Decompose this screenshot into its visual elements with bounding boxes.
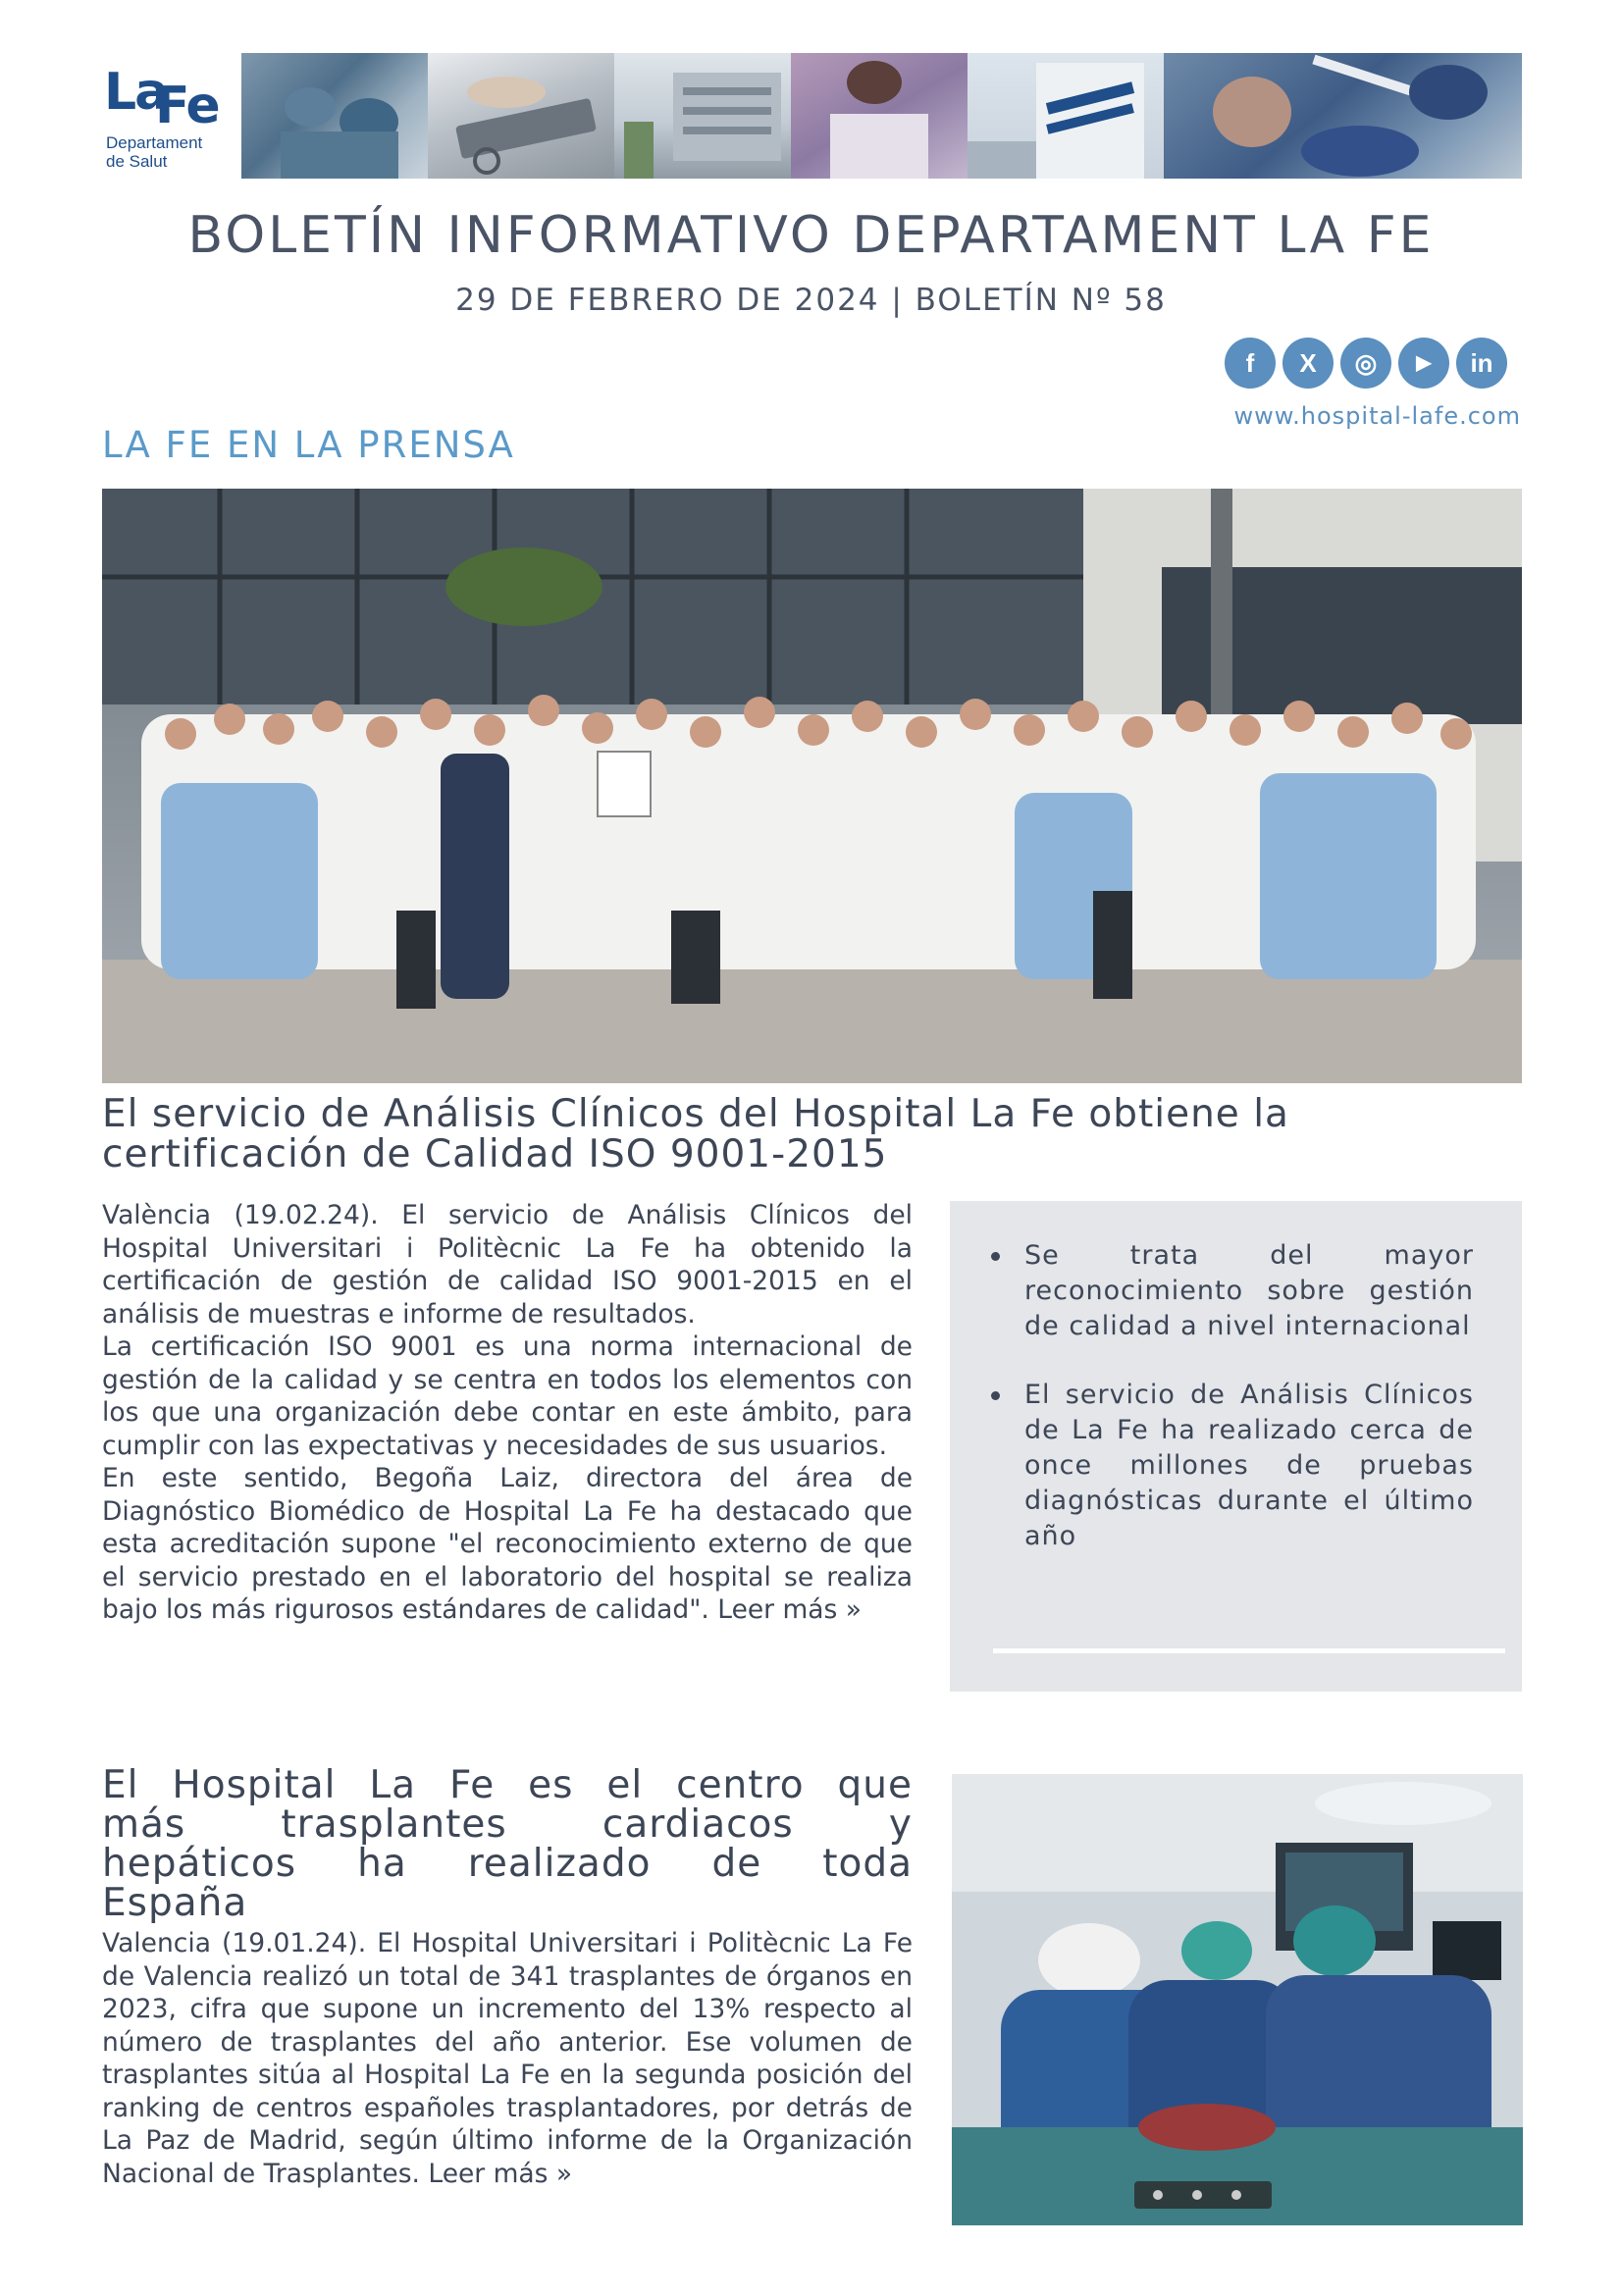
linkedin-icon[interactable]: in [1456,338,1507,389]
hospital-sign-illustration [968,53,1164,179]
article-1-paragraph-1: València (19.02.24). El servicio de Análisis Clínicos del Hospital Universitari i Politècnic La Fe ha obtenido la certificación de gestión de calidad ISO 9001-2015 en el análisis de muestras e informe de resultados. [102,1200,913,1330]
article-2-title-line-3[interactable]: hepáticos ha realizado de toda [102,1842,913,1886]
article-2-paragraph [102,1927,913,2190]
group-photo [102,489,1522,1083]
group-photo-illustration [102,489,1522,1083]
highlights-divider [993,1648,1505,1653]
logo-line-2: de Salut [106,152,168,171]
article-1-paragraph-3-text: En este sentido, Begoña Laiz, directora del área de Diagnóstico Biomédico de Hospital La Fe ha destacado que esta acreditación supone "el reconocimiento externo de que el servicio prestado en el laboratorio del hospital se realiza bajo los más rigurosos estándares de calidad". [102,1463,913,1625]
surgeons-illustration [241,53,428,179]
article-1-body [102,1199,913,1627]
bullet-icon [991,1252,1000,1261]
highlight-text: El servicio de Análisis Clínicos de La Fe ha realizado cerca de once millones de pruebas diagnósticas durante el último año [1024,1380,1474,1551]
article-2-paragraph-text: Valencia (19.01.24). El Hospital Universitari i Politècnic La Fe de Valencia realizó un total de 341 trasplantes de órganos en 2023, cifra que supone un incremento del 13% respecto al número de trasplantes del año anterior. Ese volumen de trasplantes sitúa al Hospital La Fe en la segunda posición del ranking de centros españoles trasplantadores, por detrás de La Paz de Madrid, según último informe de la Organización Nacional de Trasplantes. [102,1928,913,2189]
logo-fe-text: Fe [155,77,219,135]
highlight-text: Se trata del mayor reconocimiento sobre gestión de calidad a nivel internacional [1024,1240,1474,1341]
x-icon[interactable]: X [1282,338,1334,389]
banner-photo-hospital-sign [968,53,1164,179]
article-2-title-line-4[interactable]: España [102,1881,248,1925]
banner-photo-doctor [791,53,968,179]
article-2-title-line-1[interactable]: El Hospital La Fe es el centro que [102,1763,913,1807]
logo-la-text: La [104,63,168,122]
article-1-paragraph-2: La certificación ISO 9001 es una norma internacional de gestión de la calidad y se centra en todos los elementos con los que una organización debe contar en este ámbito, para cumplir con las expectativas y necesidades de sus usuarios. [102,1331,913,1461]
section-heading: LA FE EN LA PRENSA [102,424,515,466]
bullet-icon [991,1391,1000,1400]
instagram-icon[interactable]: ◎ [1340,338,1391,389]
article-2-body [102,1927,913,2190]
issue-date-number: 29 DE FEBRERO DE 2024 | BOLETÍN Nº 58 [455,283,1167,318]
banner-photo-lab [1164,53,1522,179]
highlight-item [991,1378,1474,1554]
article-2-read-more-link[interactable]: Leer más » [428,2158,573,2189]
article-2-title-line-2[interactable]: más trasplantes cardiacos y [102,1802,913,1847]
lafe-logo[interactable] [84,53,241,179]
header-banner [84,53,1522,179]
banner-photo-keyboard [428,53,614,179]
article-1-read-more-link[interactable]: Leer más » [717,1594,862,1625]
article-1-title-line-2[interactable]: certificación de Calidad ISO 9001-2015 [102,1132,888,1176]
article-1-paragraph-3 [102,1462,913,1627]
highlights-list [991,1238,1474,1588]
building-illustration [614,53,791,179]
banner-photo-building [614,53,791,179]
keyboard-illustration [428,53,614,179]
logo-department-text [106,133,202,171]
surgery-photo [952,1774,1523,2225]
website-link[interactable]: www.hospital-lafe.com [1233,402,1521,430]
lab-researcher-illustration [1164,53,1522,179]
surgery-photo-illustration [952,1774,1523,2225]
youtube-icon[interactable]: ▶ [1398,338,1449,389]
highlight-item [991,1238,1474,1344]
doctor-illustration [791,53,968,179]
article-1-title-line-1[interactable]: El servicio de Análisis Clínicos del Hospital La Fe obtiene la [102,1092,1289,1136]
logo-line-1: Departament [106,133,203,152]
facebook-icon[interactable]: f [1225,338,1276,389]
page-title: BOLETÍN INFORMATIVO DEPARTAMENT LA FE [187,206,1435,265]
banner-photo-surgeons [241,53,428,179]
